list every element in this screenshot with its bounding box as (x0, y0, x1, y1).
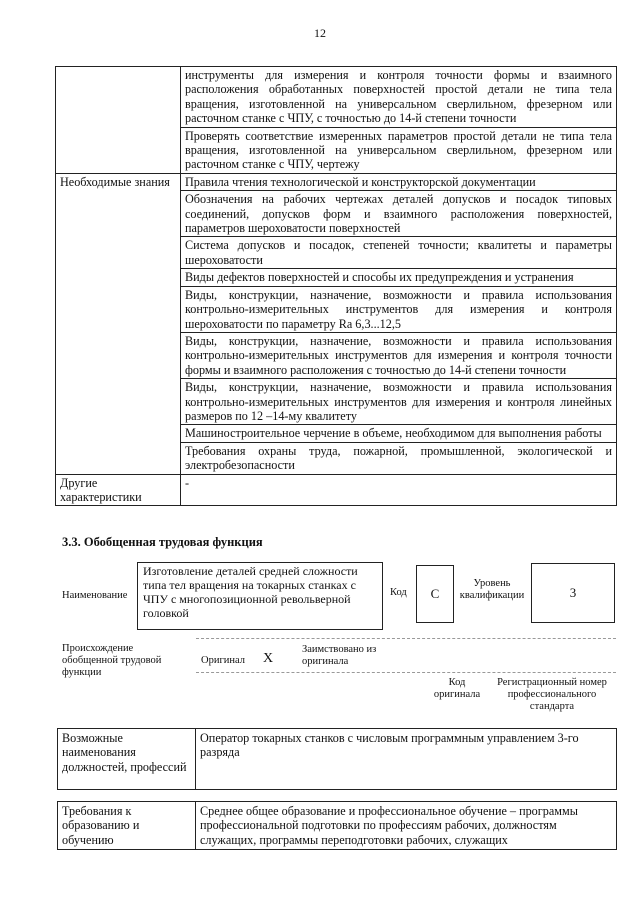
level-label: Уровень квалификации (459, 578, 525, 601)
table-cell: инструменты для измерения и контроля точности формы и взаимного расположения обработанных поверхностей простой детали не типа тела вращения, изготовленной на универсальном сверлильном, фрезерном или расточном станке с ЧПУ, с точностью до 14-й степени точности (181, 67, 617, 128)
table-row (58, 802, 617, 850)
reg-number-label: Регистрационный номер профессионального стандарта (497, 677, 607, 712)
table-row (56, 474, 617, 506)
borrowed-label: Заимствовано из оригинала (302, 644, 377, 667)
table-cell: Требования охраны труда, пожарной, промышленной, экологической и электробезопасности (181, 442, 617, 474)
original-label: Оригинал (201, 655, 245, 666)
table-row (56, 67, 617, 128)
table-cell: Виды, конструкции, назначение, возможности и правила использования контрольно-измерительных инструментов для измерения и контроля линейных размеров по 12 –14-му квалитету (181, 379, 617, 425)
code-value: C (416, 565, 454, 623)
knowledge-label: Необходимые знания (56, 173, 181, 474)
education-table (57, 801, 617, 850)
table-row (58, 729, 617, 790)
table-cell: Виды, конструкции, назначение, возможности и правила использования контрольно-измерительных инструментов для измерения и контроля точности формы и взаимного расположения с точностью до 14-й степени точности (181, 332, 617, 378)
original-mark: X (263, 651, 274, 666)
positions-table (57, 728, 617, 790)
section-heading: 3.3. Обобщенная трудовая функция (62, 535, 263, 549)
table-cell: Виды, конструкции, назначение, возможности и правила использования контрольно-измерительных инструментов для измерения и контроля шероховатости по параметру Ra 6,3...12,5 (181, 286, 617, 332)
table-cell: Машиностроительное черчение в объеме, необходимом для выполнения работы (181, 425, 617, 442)
origin-label: Происхождение обобщенной трудовой функции (62, 643, 162, 678)
education-value: Среднее общее образование и профессиональное обучение – программы профессиональной подготовки по профессиям рабочих, должностям служащих, программы переподготовки рабочих, служащих (196, 802, 617, 850)
table-cell: Обозначения на рабочих чертежах деталей допусков и посадок типовых соединений, допусков форм и взаимного расположения поверхностей, параметров шероховатости поверхностей (181, 191, 617, 237)
origin-code-label: Код оригинала (433, 677, 481, 700)
code-label: Код (390, 587, 407, 598)
positions-value: Оператор токарных станков с числовым программным управлением 3-го разряда (196, 729, 617, 790)
other-characteristics-label: Другие характеристики (56, 474, 181, 506)
divider (196, 638, 616, 639)
level-value: 3 (531, 563, 615, 623)
divider (196, 672, 616, 673)
knowledge-table (55, 66, 617, 506)
name-value: Изготовление деталей средней сложности типа тел вращения на токарных станках с ЧПУ с многопозиционной револьверной головкой (137, 562, 383, 630)
positions-label: Возможные наименования должностей, профессий (58, 729, 196, 790)
education-label: Требования к образованию и обучению (58, 802, 196, 850)
page-number: 12 (314, 26, 326, 40)
table-cell: Правила чтения технологической и конструкторской документации (181, 173, 617, 190)
table-row (56, 173, 617, 190)
table-cell: Виды дефектов поверхностей и способы их предупреждения и устранения (181, 269, 617, 286)
table-cell: Проверять соответствие измеренных параметров простой детали не типа тела вращения, изготовленной на универсальном сверлильном, фрезерном или расточном станке с ЧПУ, чертежу (181, 127, 617, 173)
table-cell: Система допусков и посадок, степеней точности; квалитеты и параметры шероховатости (181, 237, 617, 269)
empty-label-cell (56, 67, 181, 174)
other-characteristics-value: - (181, 474, 617, 506)
name-label: Наименование (62, 590, 128, 601)
